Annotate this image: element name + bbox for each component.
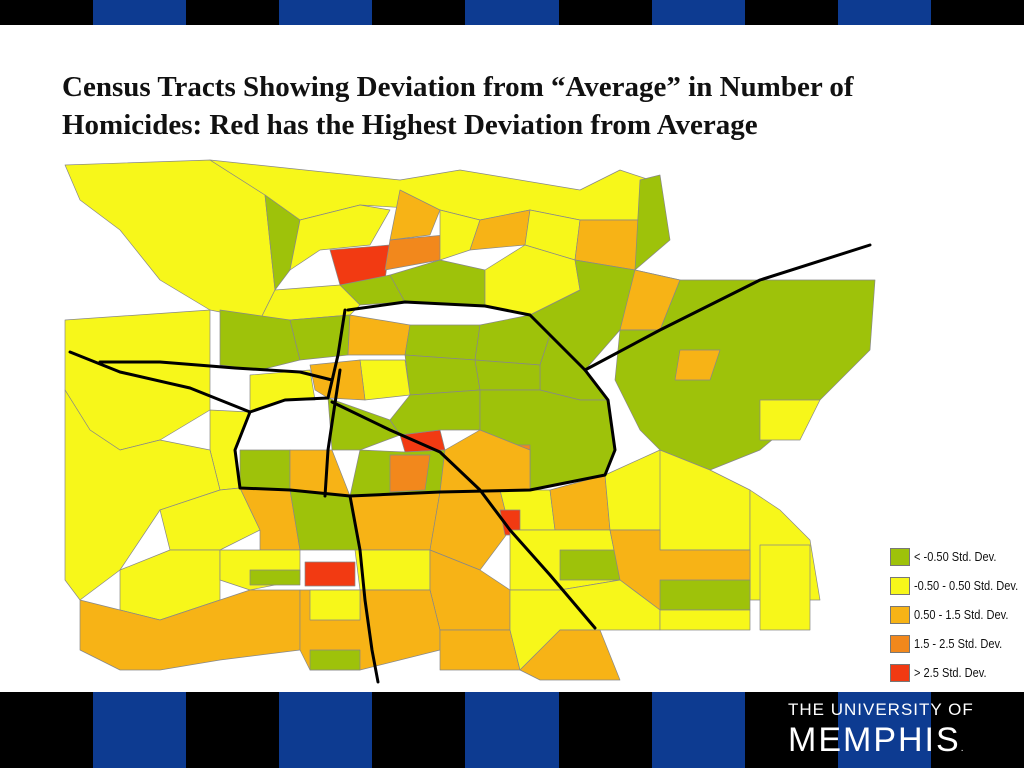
map-legend	[890, 542, 1024, 687]
census-tract	[560, 550, 620, 580]
census-tract	[350, 492, 440, 550]
legend-swatch	[890, 577, 910, 595]
census-tract	[348, 315, 410, 355]
university-logo	[788, 700, 1008, 769]
legend-item	[890, 658, 1024, 687]
census-tract	[440, 630, 520, 670]
legend-swatch	[890, 664, 910, 682]
census-tract	[390, 260, 485, 306]
legend-label: 1.5 - 2.5 Std. Dev.	[914, 636, 1003, 651]
legend-swatch	[890, 548, 910, 566]
census-tract	[390, 455, 430, 492]
census-tract	[310, 590, 360, 620]
census-tract	[475, 360, 540, 390]
legend-swatch	[890, 635, 910, 653]
census-tract	[250, 370, 315, 412]
census-tract	[65, 160, 275, 320]
legend-label: < -0.50 Std. Dev.	[914, 549, 997, 564]
legend-item	[890, 571, 1024, 600]
census-tract	[305, 562, 355, 586]
logo-mark: .	[960, 743, 966, 754]
logo-line1: THE UNIVERSITY OF	[788, 700, 974, 719]
census-tract	[250, 570, 300, 585]
logo-line2	[788, 720, 1008, 769]
census-tract	[635, 175, 670, 270]
logo-wordmark: MEMPHIS	[788, 721, 961, 759]
census-tract	[390, 390, 480, 435]
census-tract	[660, 580, 750, 610]
census-tract	[310, 650, 360, 670]
top-stripe-bar	[0, 0, 1024, 25]
census-tract	[240, 450, 290, 490]
census-tract	[405, 325, 480, 360]
slide-title: Census Tracts Showing Deviation from “Average” in Number of Homicides: Red has the Highest Deviation from Average	[62, 71, 854, 141]
legend-label: -0.50 - 0.50 Std. Dev.	[914, 578, 1019, 593]
legend-item	[890, 629, 1024, 658]
census-tract	[760, 545, 810, 630]
legend-label: 0.50 - 1.5 Std. Dev.	[914, 607, 1009, 622]
census-tract	[290, 450, 350, 496]
legend-swatch	[890, 606, 910, 624]
census-tract-map	[60, 150, 875, 690]
census-tract	[760, 400, 820, 440]
legend-label: > 2.5 Std. Dev.	[914, 665, 987, 680]
census-tract	[360, 360, 410, 400]
census-tract	[355, 550, 430, 590]
census-tract	[405, 355, 480, 395]
legend-item	[890, 542, 1024, 571]
census-tract	[660, 610, 750, 630]
legend-item	[890, 600, 1024, 629]
